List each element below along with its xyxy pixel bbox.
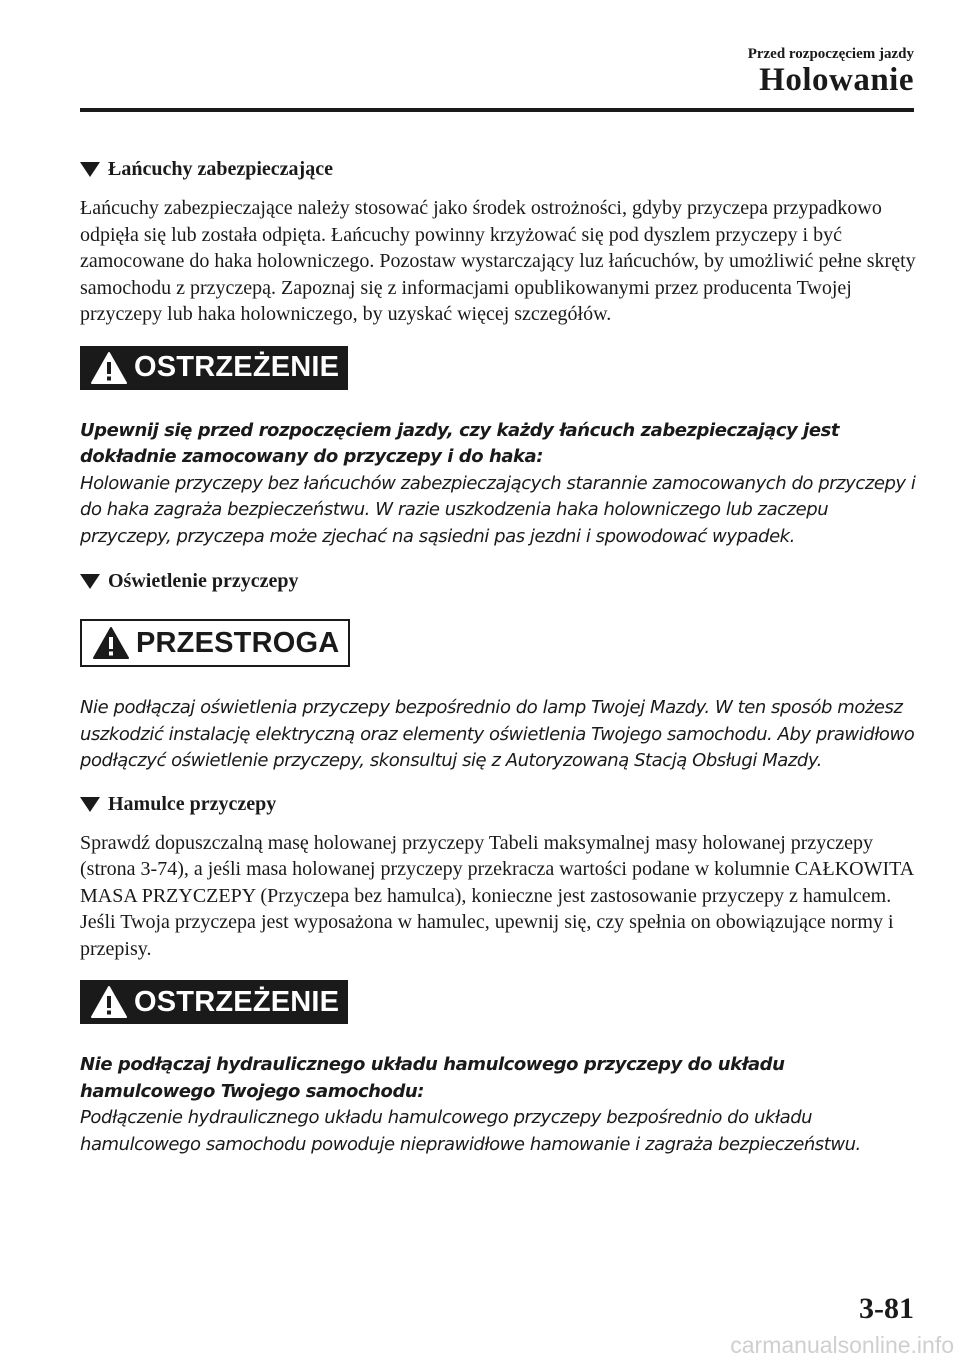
section-heading-safety-chains bbox=[80, 158, 916, 181]
caution-triangle-icon bbox=[92, 626, 130, 660]
body-paragraph: Łańcuchy zabezpieczające należy stosować jako środek ostrożności, gdyby przyczepa przypadkowo odpięła się lub została odpięta. Łańcuchy powinny krzyżować się pod dyszlem przyczepy i być zamocowane do haka holowniczego. Pozostaw wystarczający luz łańcuchów, by umożliwić pełne skręty samochodu z przyczepą. Zapoznaj się z informacjami opublikowanymi przez producenta Twojej przyczepy lub haka holowniczego, by uzyskać więcej szczegółów. bbox=[80, 197, 916, 325]
triangle-bullet-icon bbox=[80, 797, 100, 812]
caution-badge-label: PRZESTROGA bbox=[136, 626, 340, 659]
body-paragraph: Jeśli Twoja przyczepa jest wyposażona w hamulec, upewnij się, czy spełnia on obowiązujące normy i przepisy. bbox=[80, 911, 894, 960]
warning-badge bbox=[80, 346, 348, 390]
notice-badge-row bbox=[80, 980, 916, 1024]
caution-text: Nie podłączaj oświetlenia przyczepy bezpośrednio do lamp Twojej Mazdy. W ten sposób możesz uszkodzić instalację elektryczną oraz elementy oświetlenia Twojego samochodu. Aby prawidłowo podłączyć oświetlenie przyczepy, skonsultuj się z Autoryzowaną Stacją Obsługi Mazdy. bbox=[80, 697, 915, 771]
warning-text: Holowanie przyczepy bez łańcuchów zabezpieczających starannie zamocowanych do przyczepy i do haka zagraża bezpieczeństwu. W razie uszkodzenia haka holowniczego lub zaczepu przyczepy, przyczepa może zjechać na sąsiedni pas jezdni i spowodować wypadek. bbox=[80, 472, 916, 547]
section-heading-trailer-lights bbox=[80, 570, 916, 593]
notice-badge-row bbox=[80, 346, 916, 390]
section-heading-trailer-brakes bbox=[80, 793, 916, 816]
header-title: Holowanie bbox=[759, 62, 914, 98]
header-section-name: Przed rozpoczęciem jazdy bbox=[747, 46, 914, 62]
page-number: 3-81 bbox=[859, 1292, 914, 1325]
warning-badge bbox=[80, 980, 348, 1024]
section-heading-text: Hamulce przyczepy bbox=[108, 792, 277, 815]
warning-badge-label: OSTRZEŻENIE bbox=[134, 985, 340, 1018]
body-paragraph: Sprawdź dopuszczalną masę holowanej przyczepy Tabeli maksymalnej masy holowanej przyczepy (strona 3-74), a jeśli masa holowanej przyczepy przekracza wartości podane w kolumnie CAŁKOWITA MASA PRZYCZEPY (Przyczepa bez hamulca), konieczne jest zastosowanie przyczepy z hamulcem. bbox=[80, 831, 914, 907]
caution-badge bbox=[80, 619, 350, 667]
warning-triangle-icon bbox=[90, 351, 128, 385]
header-rule bbox=[80, 108, 914, 112]
watermark: carmanualsonline.info bbox=[730, 1332, 954, 1358]
page-content bbox=[80, 158, 916, 1158]
warning-text: Podłączenie hydraulicznego układu hamulcowego przyczepy bezpośrednio do układu hamulcowego samochodu powoduje nieprawidłowe hamowanie i zagraża bezpieczeństwu. bbox=[80, 1107, 861, 1155]
notice-badge-row bbox=[80, 619, 916, 667]
section-heading-text: Łańcuchy zabezpieczające bbox=[108, 158, 333, 180]
warning-triangle-icon bbox=[90, 985, 128, 1019]
warning-badge-label: OSTRZEŻENIE bbox=[134, 351, 340, 383]
triangle-bullet-icon bbox=[80, 574, 100, 589]
warning-lead: Nie podłączaj hydraulicznego układu hamulcowego przyczepy do układu hamulcowego Twojego samochodu: bbox=[80, 1054, 785, 1102]
triangle-bullet-icon bbox=[80, 162, 100, 177]
section-heading-text: Oświetlenie przyczepy bbox=[108, 570, 299, 592]
warning-lead: Upewnij się przed rozpoczęciem jazdy, czy każdy łańcuch zabezpieczający jest dokładnie zamocowany do przyczepy i do haka: bbox=[80, 419, 840, 467]
